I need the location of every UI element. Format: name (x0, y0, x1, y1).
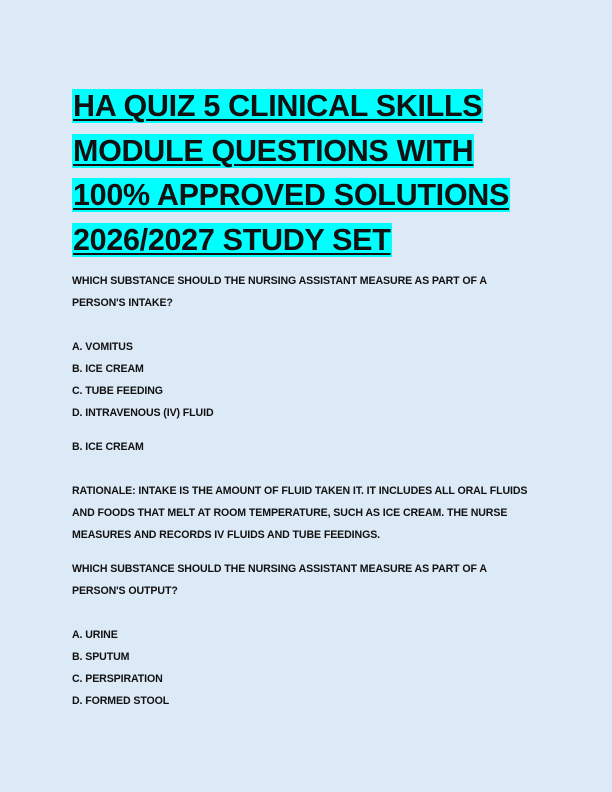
document-body (72, 270, 542, 712)
title-line: 2026/2027 STUDY SET (73, 222, 391, 257)
question-2-option-a: A. URINE (72, 629, 118, 641)
question-1-option-c: C. TUBE FEEDING (72, 385, 163, 397)
title-line: MODULE QUESTIONS WITH (73, 133, 474, 168)
question-2-option-b: B. SPUTUM (72, 651, 130, 663)
question-1-answer: B. ICE CREAM (72, 441, 144, 453)
question-1-option-a: A. VOMITUS (72, 341, 133, 353)
title-line: HA QUIZ 5 CLINICAL SKILLS (73, 89, 483, 123)
title-line: 100% APPROVED SOLUTIONS (73, 178, 510, 212)
document-title (72, 84, 542, 262)
question-1-text: WHICH SUBSTANCE SHOULD THE NURSING ASSISTANT MEASURE AS PART OF A PERSON'S INTAKE? (72, 275, 487, 309)
question-2-text: WHICH SUBSTANCE SHOULD THE NURSING ASSISTANT MEASURE AS PART OF A PERSON'S OUTPUT? (72, 563, 487, 597)
question-1-option-b: B. ICE CREAM (72, 363, 144, 375)
question-1-option-d: D. INTRAVENOUS (IV) FLUID (72, 407, 214, 419)
question-2-option-c: C. PERSPIRATION (72, 673, 163, 685)
question-2-option-d: D. FORMED STOOL (72, 695, 170, 707)
question-1-rationale: RATIONALE: INTAKE IS THE AMOUNT OF FLUID TAKEN IT. IT INCLUDES ALL ORAL FLUIDS AND FOODS THAT MELT AT ROOM TEMPERATURE, SUCH AS ICE CREAM. THE NURSE MEASURES AND RECORDS IV FLUIDS AND TUBE FEEDINGS. (72, 485, 528, 541)
